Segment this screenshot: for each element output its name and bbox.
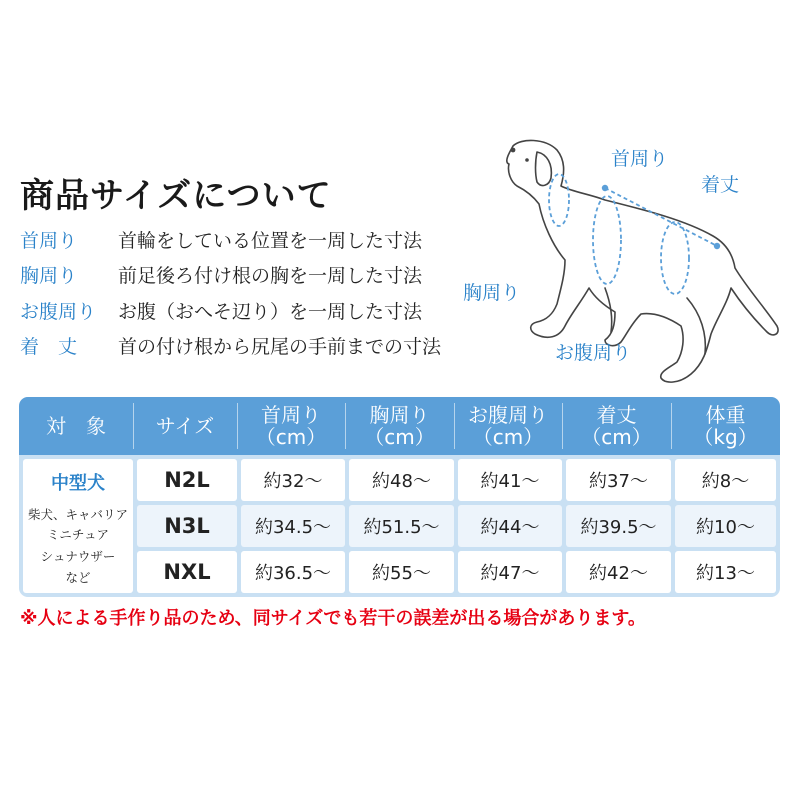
neck-cell: 約32～ [241, 459, 345, 501]
length-end-dot [714, 243, 720, 249]
chest-cell: 約48～ [349, 459, 454, 501]
size-cell: N2L [137, 459, 237, 501]
dog-diagram [455, 128, 795, 400]
definition-term: 首周り [20, 230, 78, 252]
header-target [19, 397, 133, 455]
definition-term: お腹周り [20, 301, 97, 323]
belly-cell: 約41～ [458, 459, 562, 501]
weight-cell: 約10～ [675, 505, 776, 547]
neck-cell: 約34.5～ [241, 505, 345, 547]
header-neck [237, 397, 345, 455]
diagram-label-neck: 首周り [611, 148, 669, 170]
header-size [133, 397, 237, 455]
header-length [562, 397, 671, 455]
definition-length [20, 332, 500, 362]
disclaimer-note: ※人による手作り品のため、同サイズでも若干の誤差が出る場合があります。 [20, 608, 646, 629]
header-chest [345, 397, 454, 455]
page-title: 商品サイズについて [20, 176, 332, 216]
header-unit: （cm） [255, 425, 327, 449]
target-main: 中型犬 [51, 473, 105, 494]
header-unit: （kg） [693, 425, 758, 449]
target-line: シュナウザー [40, 549, 116, 564]
header-unit: （cm） [581, 425, 652, 449]
belly-cell: 約44～ [458, 505, 562, 547]
length-cell: 約37～ [566, 459, 671, 501]
definition-desc: お腹（おへそ辺り）を一周した寸法 [118, 301, 423, 323]
definition-neck [20, 226, 500, 256]
definition-term: 胸周り [20, 265, 78, 287]
target-line: 柴犬、キャバリア [27, 507, 128, 522]
target-line: など [65, 570, 91, 585]
diagram-label-belly: お腹周り [555, 342, 632, 364]
chest-cell: 約51.5～ [349, 505, 454, 547]
length-cell: 約39.5～ [566, 505, 671, 547]
target-line: ミニチュア [46, 527, 110, 542]
target-cell [23, 459, 133, 593]
size-table [19, 397, 780, 597]
definition-chest [20, 261, 500, 291]
weight-cell: 約13～ [675, 551, 776, 593]
header-label: 着丈 [596, 403, 637, 427]
header-belly [454, 397, 562, 455]
length-cell: 約42～ [566, 551, 671, 593]
header-label: 胸周り [369, 403, 430, 427]
weight-cell: 約8～ [675, 459, 776, 501]
size-cell: N3L [137, 505, 237, 547]
header-label: 首周り [261, 403, 321, 427]
diagram-label-length: 着丈 [701, 174, 740, 196]
definition-desc: 首の付け根から尻尾の手前までの寸法 [118, 336, 442, 358]
header-label: 体重 [705, 403, 746, 427]
table-header [19, 397, 780, 455]
length-start-dot [602, 185, 608, 191]
definition-term: 着 丈 [20, 336, 78, 358]
definition-belly [20, 297, 500, 327]
header-label: 対 象 [46, 414, 106, 438]
belly-cell: 約47～ [458, 551, 562, 593]
dog-nose [511, 148, 516, 153]
header-unit: （cm） [472, 425, 544, 449]
header-unit: （cm） [364, 425, 435, 449]
definition-desc: 前足後ろ付け根の胸を一周した寸法 [118, 265, 423, 287]
header-label: サイズ [155, 414, 215, 438]
neck-cell: 約36.5～ [241, 551, 345, 593]
header-weight [671, 397, 780, 455]
diagram-label-chest: 胸周り [463, 282, 521, 304]
definition-desc: 首輪をしている位置を一周した寸法 [118, 230, 423, 252]
chest-cell: 約55～ [349, 551, 454, 593]
size-cell: NXL [137, 551, 237, 593]
dog-eye [525, 158, 529, 162]
header-label: お腹周り [468, 403, 548, 427]
